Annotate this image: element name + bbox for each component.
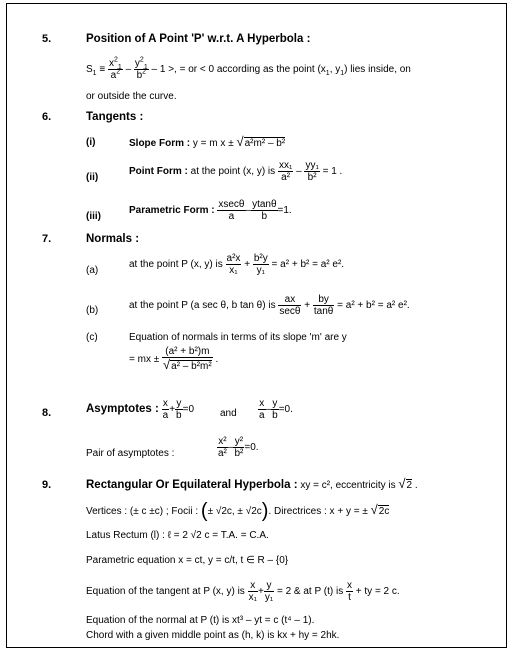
item-label: (a) (86, 265, 99, 276)
item-label: (b) (86, 305, 99, 316)
section-title: Rectangular Or Equilateral Hyperbola : xy = c², eccentricity is √2 . (86, 476, 418, 491)
section-title: Normals : (86, 233, 140, 245)
equation-line: $\frac{\text{x²}}{\text{a²}}$ – $\frac{\text{y²}}{\text{b²}}$ =0. (218, 436, 259, 459)
section-title: Tangents : (86, 111, 144, 123)
equation-line: Equation of the tangent at P (x, y) is $\frac{x}{\text{x₁}}$ + $\frac{y}{\text{y₁}}$ = 2 & at P (t) is $\frac{x}{t}$ + ty = 2 c. (86, 580, 400, 603)
text-line: Pair of asymptotes : (86, 448, 175, 459)
item-label: (ii) (86, 172, 99, 183)
equation-line: at the point P (x, y) is $\frac{\text{a²x}}{\text{x₁}}$ + $\frac{\text{b²y}}{\text{y₁}}$ = a² + b² = a² e². (129, 253, 345, 276)
item-label: (c) (86, 332, 98, 343)
equation-line: Vertices : (± c ±c) ; Focii : (± √2c, ± √2c). Directrices : x + y = ± √2c (86, 500, 390, 522)
equation-line: Parametric Form : $\frac{xsec\theta}{a}$ – $\frac{ytan\theta}{b}$ =1. (129, 199, 292, 222)
section-number: 9. (42, 479, 52, 491)
section-number: 6. (42, 111, 52, 123)
section-number: 8. (42, 407, 52, 419)
text-line: Chord with a given middle point as (h, k) is kx + hy = 2hk. (86, 630, 340, 641)
text-line: and (220, 408, 237, 419)
page-border (6, 3, 507, 648)
text-line: Equation of normals in terms of its slope 'm' are y (129, 332, 347, 343)
item-label: (i) (86, 137, 96, 148)
equation-line: Point Form : at the point (x, y) is $\frac{\text{xx₁}}{\text{a²}}$ – $\frac{\text{yy₁}}{\text{b²}}$ = 1 . (129, 160, 343, 183)
section-number: 7. (42, 233, 52, 245)
equation-line: Slope Form : y = m x ± √a²m² – b² (129, 134, 286, 149)
text-line: Parametric equation x = ct, y = c/t, t ∈ R – {0} (86, 555, 289, 566)
section-number: 5. (42, 33, 52, 45)
equation-line: = mx ± $\frac{\text{(a² + b²)m}}{\text{√a² – b²m²}}$ . (129, 346, 219, 372)
equation-line: $\frac{x}{a}$ – $\frac{y}{b}$ =0. (259, 398, 293, 421)
section-title: Position of A Point 'P' w.r.t. A Hyperbola : (86, 33, 311, 45)
equation-line: $S_1$ ≡ $\frac{x^2_1}{a^2}$ – $\frac{y^2_1}{b^2}$ – 1 >, = or < 0 according as the point ($x_1$, $y_1$) lies inside, on (86, 56, 411, 81)
item-label: (iii) (86, 211, 101, 222)
text-line: Equation of the normal at P (t) is xt³ – yt = c (t⁴ – 1). (86, 615, 315, 626)
equation-line: at the point P (a sec θ, b tan θ) is $\frac{ax}{\sec\theta}$ + $\frac{by}{\tan\theta}$ = a² + b² = a² e². (129, 294, 410, 317)
text-line: or outside the curve. (86, 91, 177, 102)
text-line: Latus Rectum (l) : ℓ = 2 √2 c = T.A. = C.A. (86, 530, 269, 541)
equation-line: Asymptotes : $\frac{x}{a}$ + $\frac{y}{b}$ =0 (86, 398, 195, 421)
